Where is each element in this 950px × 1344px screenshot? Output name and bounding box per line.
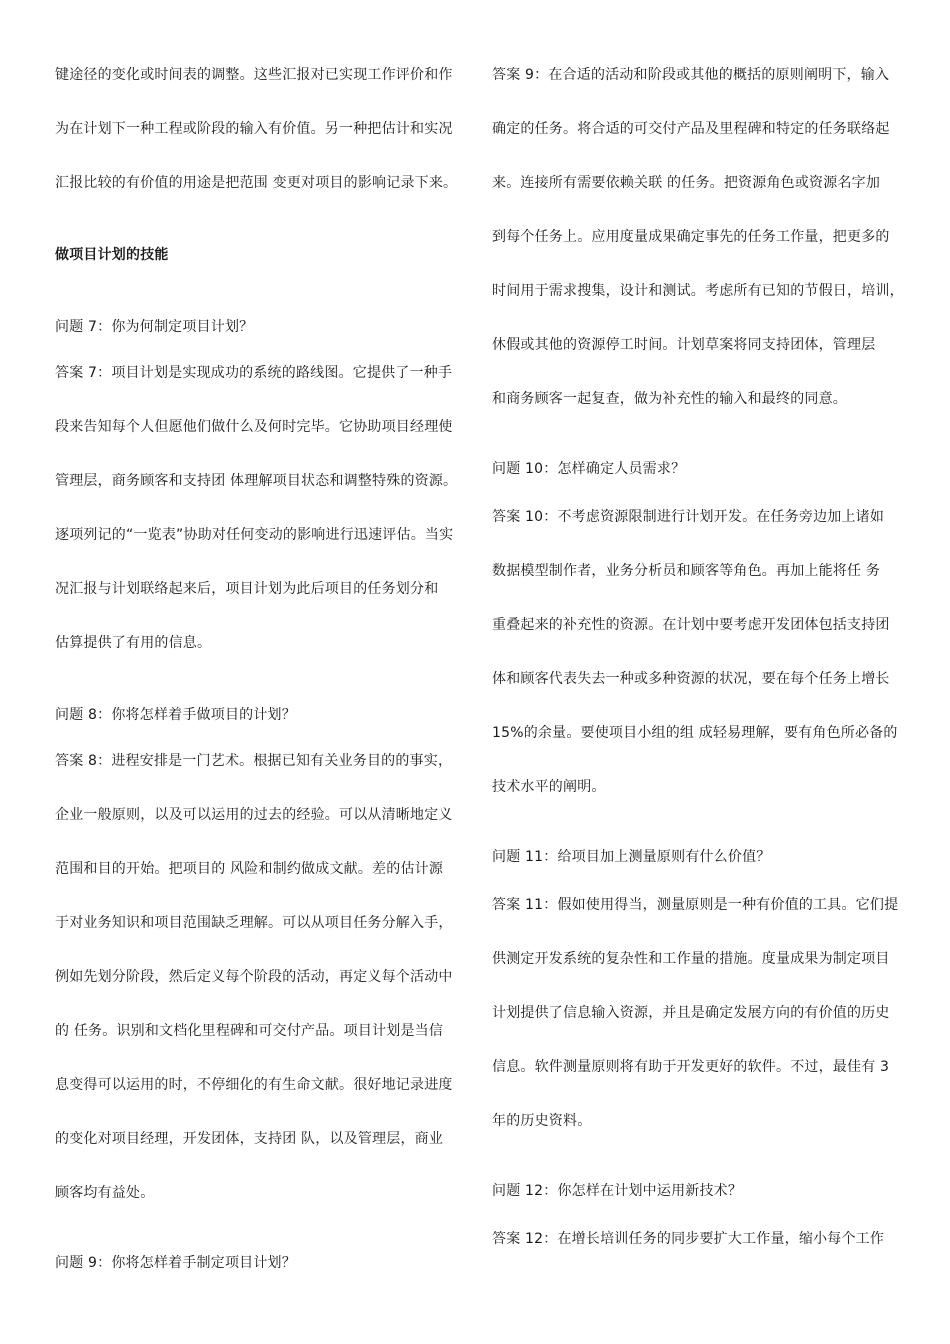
section-heading: 做项目计划的技能 — [55, 247, 169, 263]
answer-10: 答案 10：不考虑资源限制进行计划开发。在任务旁边加上诸如 — [492, 509, 885, 525]
text-line: 休假或其他的资源停工时间。计划草案将同支持团体，管理层 — [492, 337, 876, 353]
text-line: 体和顾客代表失去一种或多种资源的状况，要在每个任务上增长 — [492, 671, 890, 687]
question-9: 问题 9：你将怎样着手制定项目计划？ — [55, 1255, 296, 1271]
text-line: 范围和目的开始。把项目的 风险和制约做成文献。差的估计源 — [55, 861, 444, 877]
text-line: 为在计划下一种工程或阶段的输入有价值。另一种把估计和实况 — [55, 121, 453, 137]
text-line: 况汇报与计划联络起来后，项目计划为此后项目的任务划分和 — [55, 581, 439, 597]
answer-9: 答案 9：在合适的活动和阶段或其他的概括的原则阐明下，输入 — [492, 67, 890, 83]
text-line: 的变化对项目经理，开发团体，支持团 队，以及管理层，商业 — [55, 1131, 444, 1147]
question-12: 问题 12：你怎样在计划中运用新技术？ — [492, 1183, 743, 1199]
text-line: 确定的任务。将合适的可交付产品及里程碑和特定的任务联络起 — [492, 121, 890, 137]
text-line: 键途径的变化或时间表的调整。这些汇报对已实现工作评价和作 — [55, 67, 453, 83]
text-line: 数据模型制作者，业务分析员和顾客等角色。再加上能将任 务 — [492, 563, 881, 579]
answer-7: 答案 7：项目计划是实现成功的系统的路线图。它提供了一种手 — [55, 365, 453, 381]
text-line: 15%的余量。要使项目小组的组 成轻易理解，要有角色所必备的 — [492, 725, 898, 741]
text-line: 于对业务知识和项目范围缺乏理解。可以从项目任务分解入手， — [55, 915, 453, 931]
text-line: 估算提供了有用的信息。 — [55, 635, 212, 651]
text-line: 顾客均有益处。 — [55, 1185, 155, 1201]
text-line: 技术水平的阐明。 — [492, 779, 606, 795]
text-line: 供测定开发系统的复杂性和工作量的措施。度量成果为制定项目 — [492, 951, 890, 967]
text-line: 计划提供了信息输入资源，并且是确定发展方向的有价值的历史 — [492, 1005, 890, 1021]
text-line: 到每个任务上。应用度量成果确定事先的任务工作量，把更多的 — [492, 229, 890, 245]
answer-8: 答案 8：进程安排是一门艺术。根据已知有关业务目的的事实， — [55, 753, 453, 769]
text-line: 段来告知每个人但愿他们做什么及何时完毕。它协助项目经理使 — [55, 419, 453, 435]
text-line: 管理层，商务顾客和支持团 体理解项目状态和调整特殊的资源。 — [55, 473, 458, 489]
text-line: 汇报比较的有价值的用途是把范围 变更对项目的影响记录下来。 — [55, 175, 458, 191]
question-7: 问题 7：你为何制定项目计划？ — [55, 319, 254, 335]
text-line: 企业一般原则，以及可以运用的过去的经验。可以从清晰地定义 — [55, 807, 453, 823]
question-10: 问题 10：怎样确定人员需求？ — [492, 461, 686, 477]
text-line: 息变得可以运用的时，不停细化的有生命文献。很好地记录进度 — [55, 1077, 453, 1093]
text-line: 时间用于需求搜集，设计和测试。考虑所有已知的节假日，培训， — [492, 283, 904, 299]
question-8: 问题 8：你将怎样着手做项目的计划？ — [55, 707, 296, 723]
text-line: 重叠起来的补充性的资源。在计划中要考虑开发团体包括支持团 — [492, 617, 890, 633]
text-line: 的 任务。识别和文档化里程碑和可交付产品。项目计划是当信 — [55, 1023, 444, 1039]
text-line: 逐项列记的“一览表”协助对任何变动的影响进行迅速评估。当实 — [55, 527, 454, 543]
text-line: 来。连接所有需要依赖关联 的任务。把资源角色或资源名字加 — [492, 175, 881, 191]
question-11: 问题 11：给项目加上测量原则有什么价值？ — [492, 849, 771, 865]
answer-12: 答案 12：在增长培训任务的同步要扩大工作量，缩小每个工作 — [492, 1231, 885, 1247]
text-line: 年的历史资料。 — [492, 1113, 592, 1129]
text-line: 和商务顾客一起复查，做为补充性的输入和最终的同意。 — [492, 391, 847, 407]
text-line: 例如先划分阶段，然后定义每个阶段的活动，再定义每个活动中 — [55, 969, 453, 985]
answer-11: 答案 11：假如使用得当，测量原则是一种有价值的工具。它们提 — [492, 897, 899, 913]
text-line: 信息。软件测量原则将有助于开发更好的软件。不过，最佳有 3 — [492, 1059, 890, 1075]
